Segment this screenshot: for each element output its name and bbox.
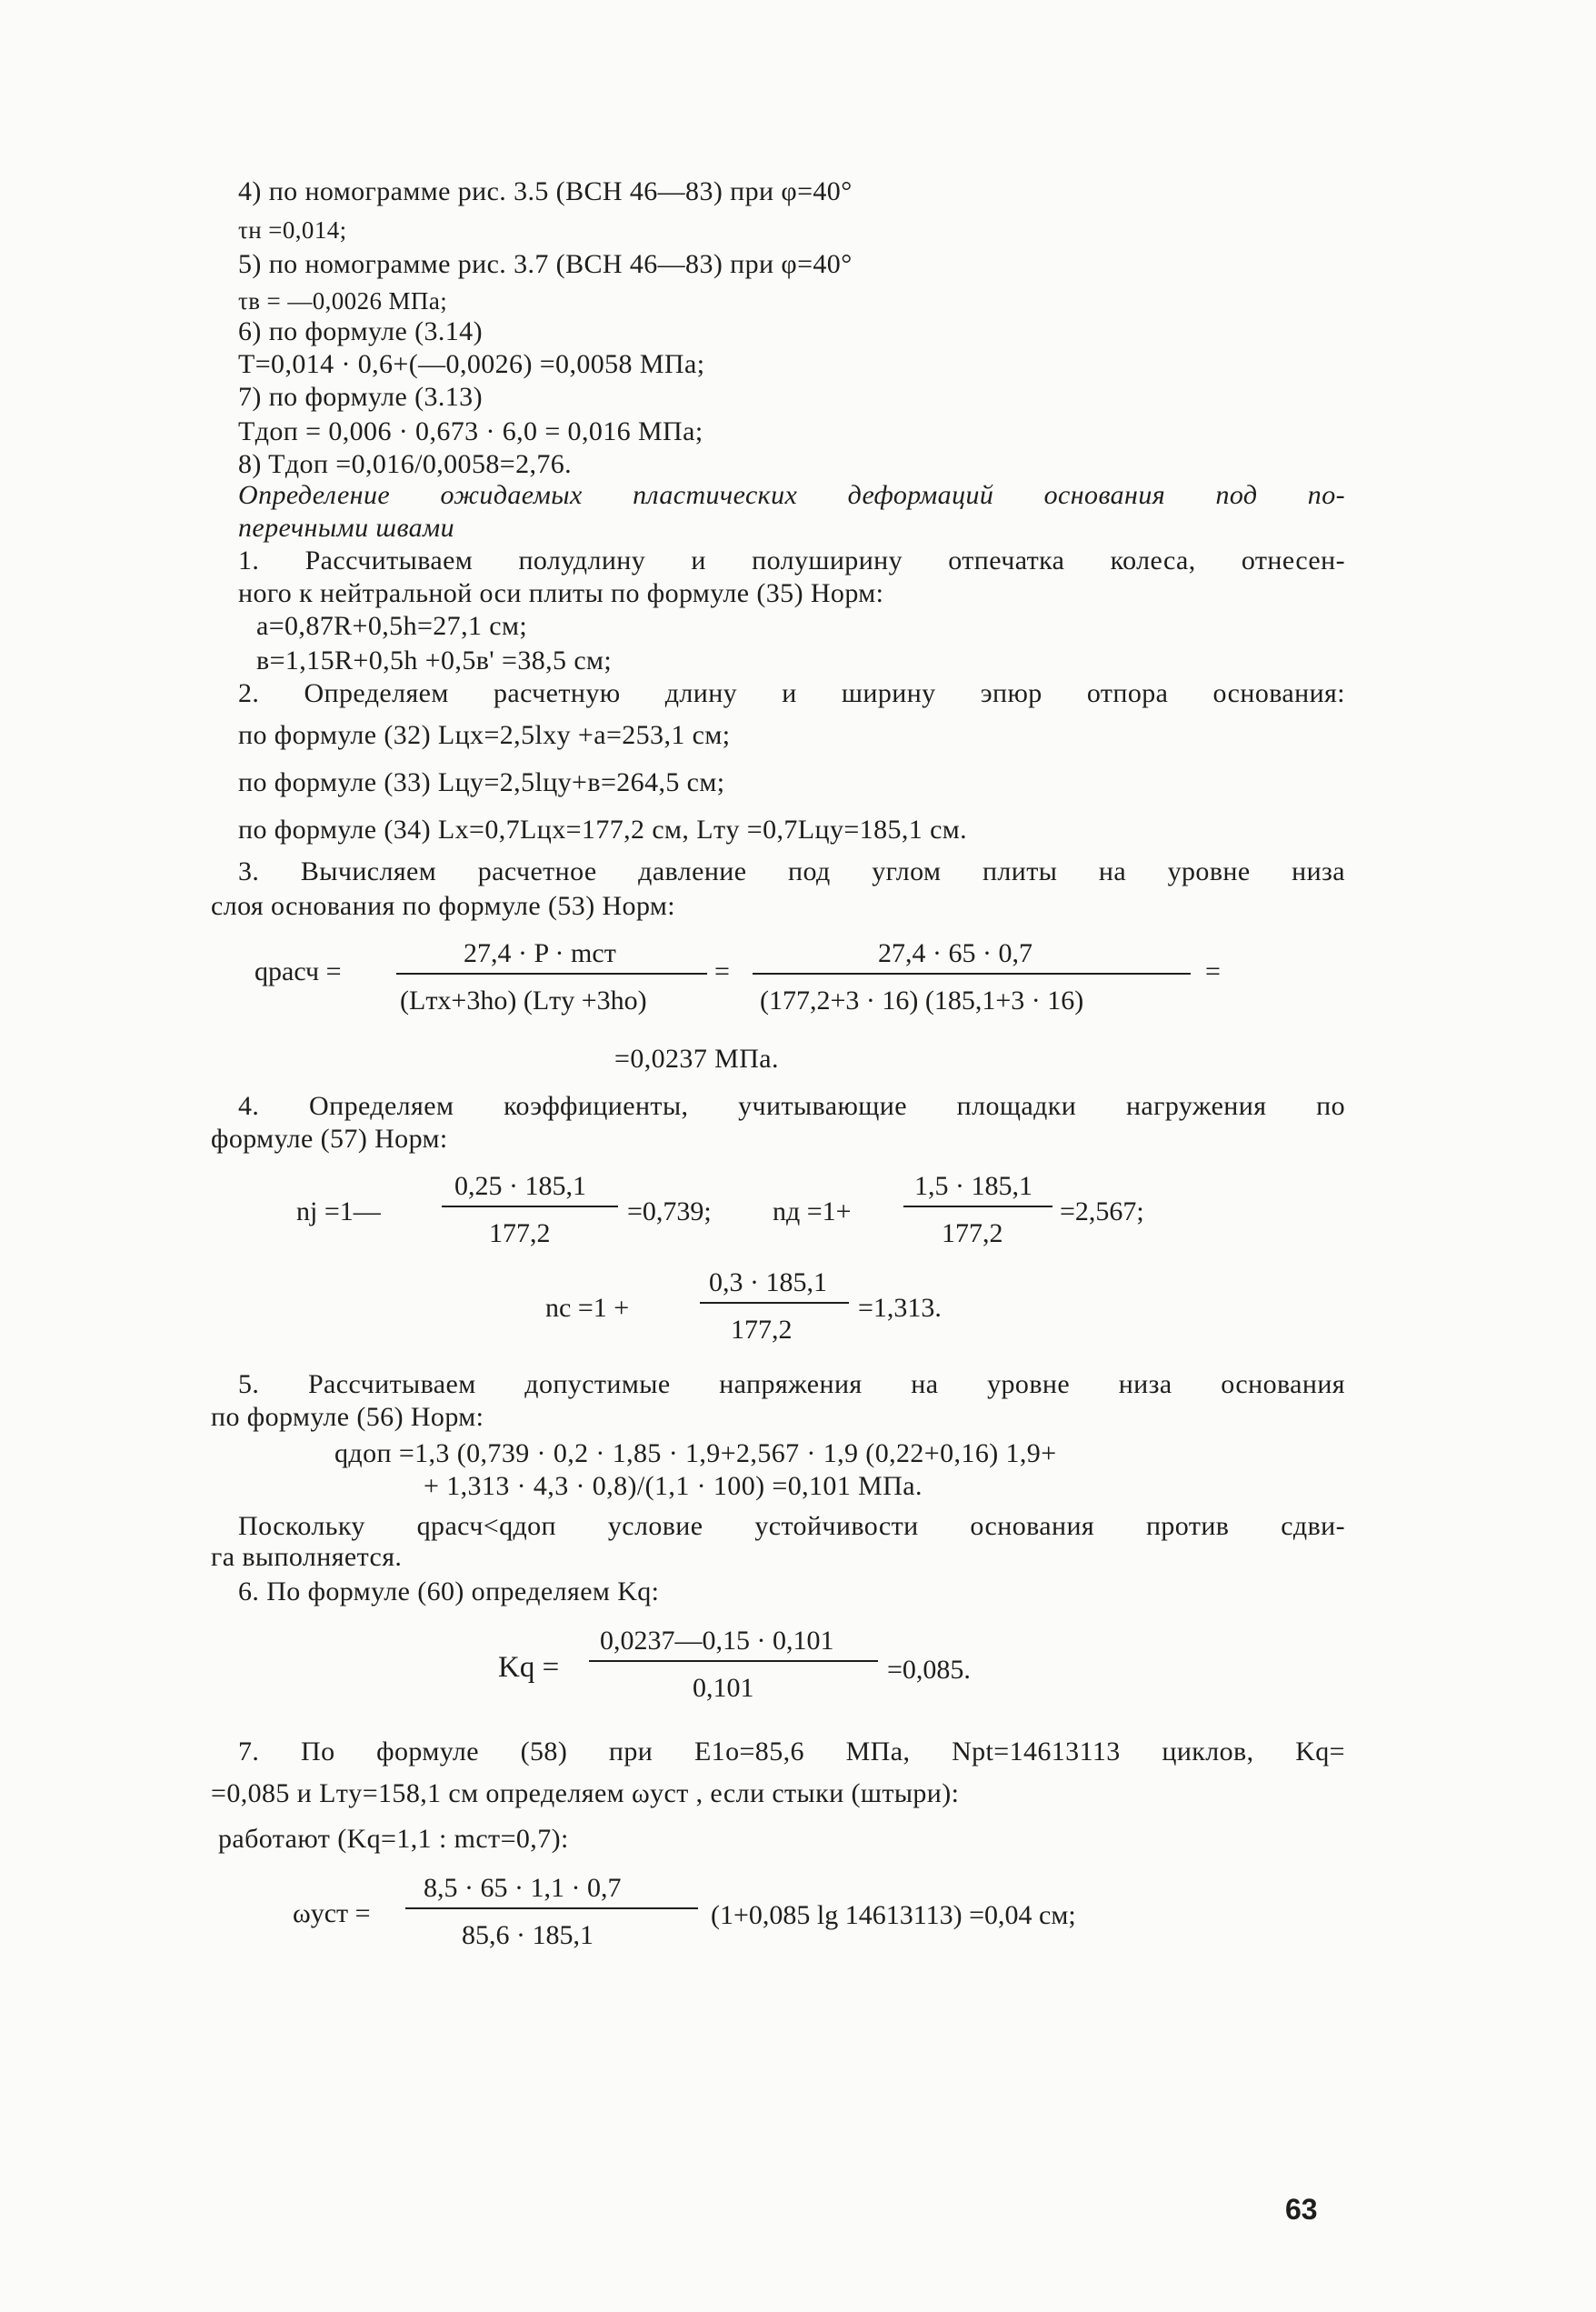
- w-result: (1+0,085 lg 14613113) =0,04 см;: [711, 1900, 1076, 1930]
- nj-numerator: 0,25 · 185,1: [454, 1171, 586, 1201]
- text-line: 4) по номограмме рис. 3.5 (ВСН 46—83) при φ=40°: [238, 176, 853, 206]
- nj-denominator: 177,2: [489, 1218, 551, 1248]
- formula-line: qдоп =1,3 (0,739 · 0,2 · 1,85 · 1,9+2,567 · 1,9 (0,22+0,16) 1,9+: [334, 1438, 1057, 1468]
- q-numerator-values: 27,4 · 65 · 0,7: [878, 938, 1032, 968]
- fraction-bar: [589, 1660, 878, 1662]
- fraction-bar: [700, 1302, 849, 1304]
- nd-lhs: nд =1+: [773, 1196, 852, 1226]
- text-line: слоя основания по формуле (53) Норм:: [211, 891, 676, 921]
- section-heading: перечными швами: [238, 513, 455, 543]
- w-denominator: 85,6 · 185,1: [462, 1920, 594, 1950]
- text-line: га выполняется.: [211, 1542, 403, 1572]
- text-line: 7. По формуле (58) при E1o=85,6 МПа, Npt=14613113 циклов, Kq=: [238, 1737, 1345, 1767]
- fraction-bar: [753, 973, 1191, 975]
- formula-line: + 1,313 · 4,3 · 0,8)/(1,1 · 100) =0,101 МПа.: [424, 1471, 923, 1501]
- text-line: 6. По формуле (60) определяем Kq:: [238, 1576, 660, 1606]
- kq-denominator: 0,101: [693, 1673, 754, 1703]
- q-numerator: 27,4 · P · mст: [464, 938, 616, 968]
- fraction-bar: [405, 1907, 698, 1909]
- w-numerator: 8,5 · 65 · 1,1 · 0,7: [424, 1873, 622, 1903]
- formula-line: a=0,87R+0,5h=27,1 см;: [256, 611, 528, 641]
- text-line: τв = —0,0026 МПа;: [238, 287, 448, 315]
- text-line: 6) по формуле (3.14): [238, 316, 483, 346]
- q-denominator: (Lтx+3ho) (Lтy +3ho): [400, 986, 647, 1016]
- text-line: τн =0,014;: [238, 216, 347, 244]
- kq-lhs: Kq =: [498, 1651, 560, 1684]
- nc-lhs: nc =1 +: [545, 1293, 630, 1323]
- formula-line: по формуле (32) Lцx=2,5lxy +a=253,1 см;: [238, 720, 731, 750]
- text-line: 8) Tдоп =0,016/0,0058=2,76.: [238, 449, 573, 479]
- nc-result: =1,313.: [858, 1293, 942, 1323]
- text-line: по формуле (56) Норм:: [211, 1402, 484, 1432]
- nd-denominator: 177,2: [942, 1218, 1003, 1248]
- text-line: 5) по номограмме рис. 3.7 (ВСН 46—83) при φ=40°: [238, 249, 853, 279]
- q-denominator-values: (177,2+3 · 16) (185,1+3 · 16): [760, 986, 1084, 1016]
- text-line: 7) по формуле (3.13): [238, 382, 483, 412]
- kq-numerator: 0,0237—0,15 · 0,101: [600, 1626, 834, 1656]
- equals-sign: =: [1205, 956, 1221, 986]
- text-line: ного к нейтральной оси плиты по формуле (35) Норм:: [238, 578, 884, 608]
- text-line: 5. Рассчитываем допустимые напряжения на уровне низа основания: [238, 1369, 1345, 1399]
- nd-numerator: 1,5 · 185,1: [914, 1171, 1032, 1201]
- nj-lhs: nj =1—: [296, 1196, 381, 1226]
- text-line: =0,085 и Lтy=158,1 см определяем ωуст , если стыки (штыри):: [211, 1778, 960, 1808]
- nc-numerator: 0,3 · 185,1: [709, 1267, 827, 1297]
- text-line: 4. Определяем коэффициенты, учитывающие площадки нагружения по: [238, 1091, 1345, 1121]
- w-lhs: ωуст =: [293, 1898, 371, 1928]
- formula-line: по формуле (33) Lцy=2,5lцy+в=264,5 см;: [238, 767, 725, 797]
- nj-result: =0,739;: [627, 1196, 712, 1226]
- nd-result: =2,567;: [1060, 1196, 1144, 1226]
- formula-result: =0,0237 МПа.: [614, 1044, 779, 1074]
- text-line: работают (Kq=1,1 : mст=0,7):: [218, 1824, 569, 1854]
- nc-denominator: 177,2: [731, 1315, 793, 1345]
- fraction-bar: [396, 973, 707, 975]
- equals-sign: =: [714, 956, 730, 986]
- fraction-bar: [903, 1206, 1052, 1207]
- text-line: 1. Рассчитываем полудлину и полуширину отпечатка колеса, отнесен-: [238, 545, 1345, 575]
- kq-result: =0,085.: [887, 1655, 971, 1685]
- text-line: формуле (57) Норм:: [211, 1124, 448, 1154]
- text-line: 2. Определяем расчетную длину и ширину эпюр отпора основания:: [238, 678, 1345, 708]
- text-line: Tдоп = 0,006 · 0,673 · 6,0 = 0,016 МПа;: [238, 416, 703, 446]
- q-lhs: qрасч =: [254, 956, 342, 986]
- section-heading: Определение ожидаемых пластических деформаций основания под по-: [238, 480, 1345, 510]
- formula-line: в=1,15R+0,5h +0,5в' =38,5 см;: [256, 646, 613, 676]
- text-line: Поскольку qрасч<qдоп условие устойчивости основания против сдви-: [238, 1511, 1345, 1541]
- formula-line: по формуле (34) Lx=0,7Lцx=177,2 см, Lтy =0,7Lцy=185,1 см.: [238, 815, 968, 845]
- page-number: 63: [1285, 2193, 1318, 2226]
- fraction-bar: [442, 1206, 618, 1207]
- text-line: T=0,014 · 0,6+(—0,0026) =0,0058 МПа;: [238, 349, 705, 379]
- text-line: 3. Вычисляем расчетное давление под углом плиты на уровне низа: [238, 856, 1345, 886]
